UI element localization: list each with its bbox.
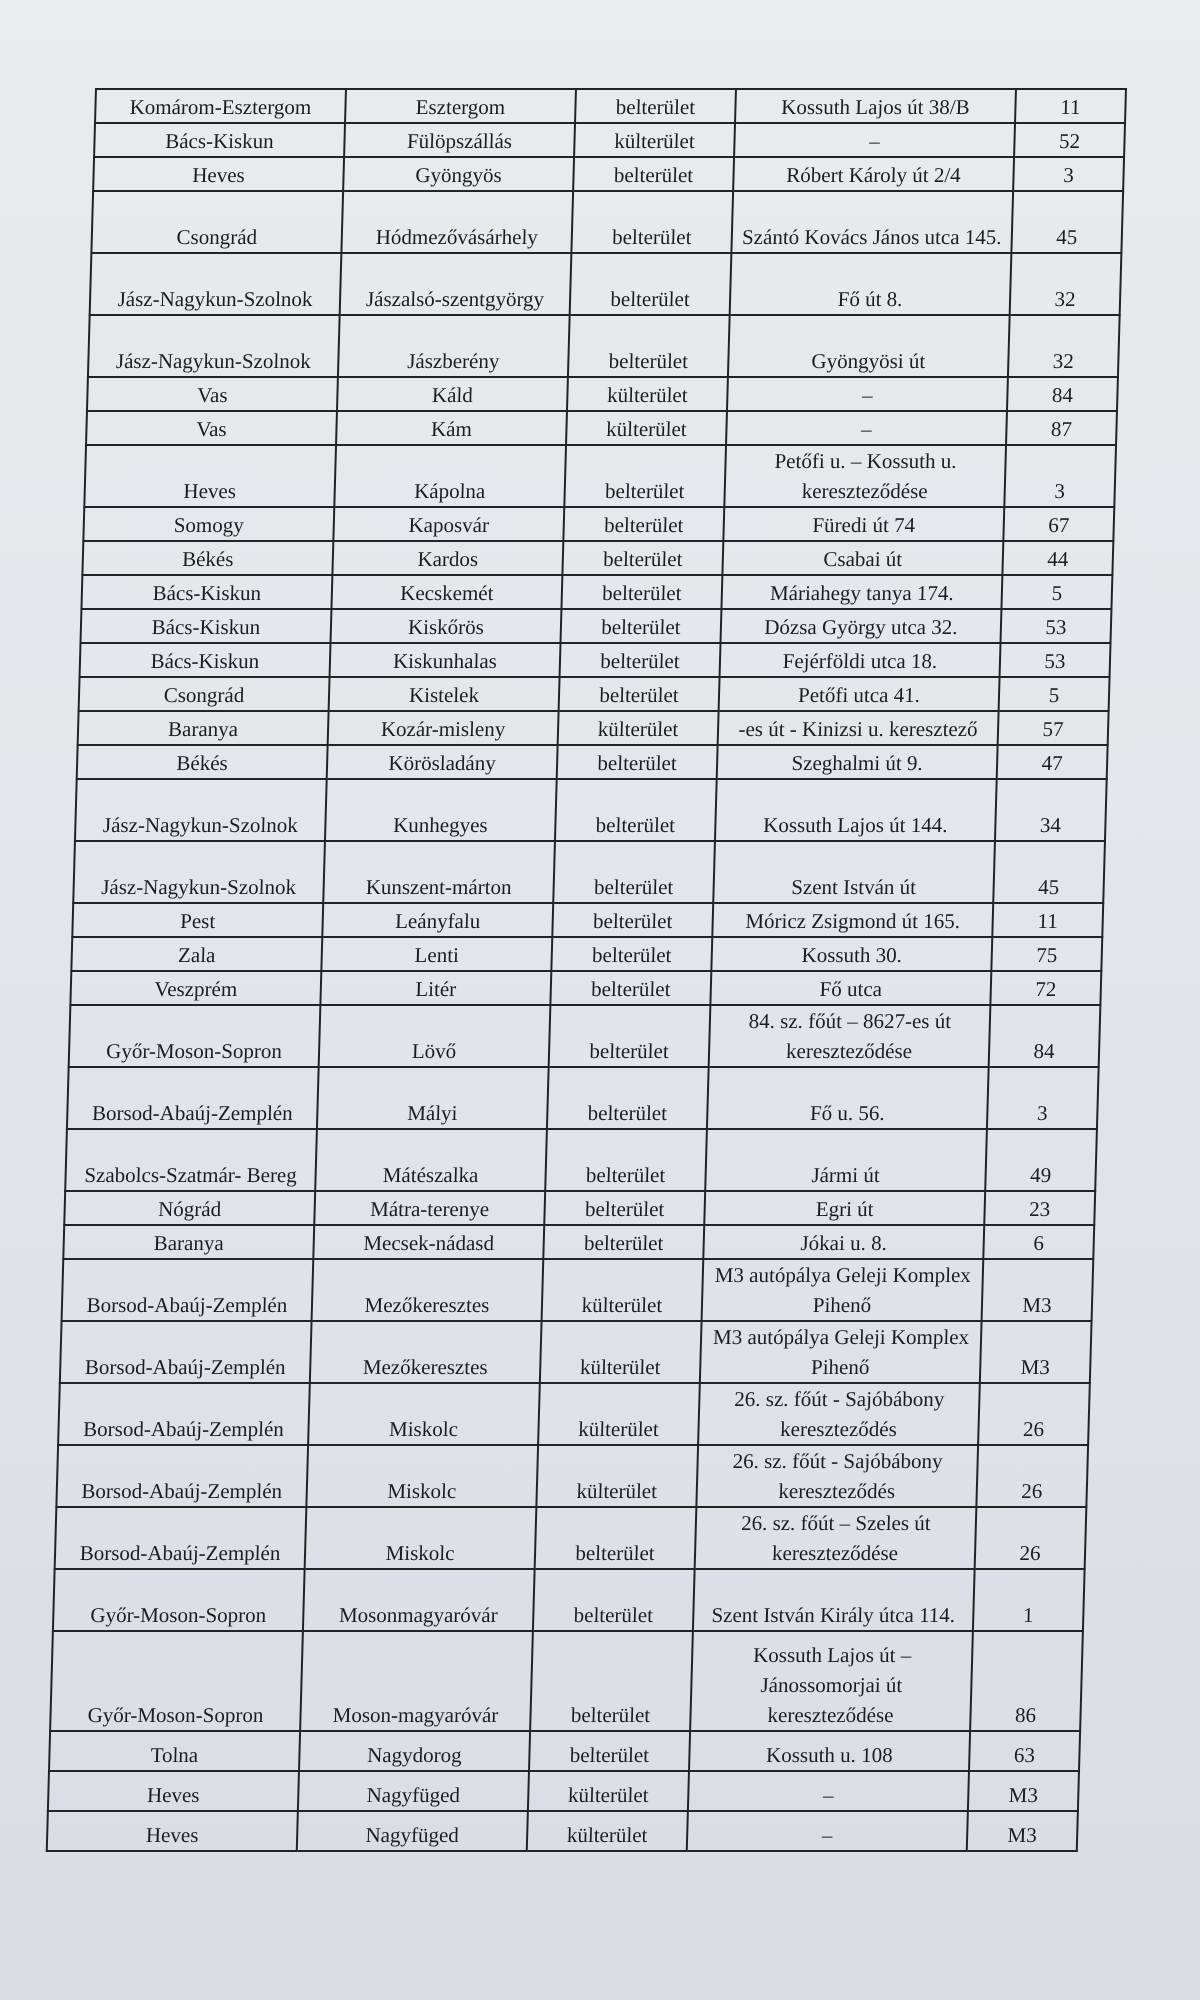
- table-row: [62, 1259, 1094, 1321]
- address-cell: Jókai u. 8.: [703, 1225, 984, 1259]
- table-row: [80, 609, 1111, 643]
- table-row: [65, 1129, 1097, 1191]
- area-cell: külterület: [538, 1383, 700, 1445]
- city-cell: Hódmezővásárhely: [341, 191, 573, 253]
- county-cell: Baranya: [78, 711, 329, 745]
- city-cell: Káld: [337, 377, 568, 411]
- road-number-cell: 72: [990, 971, 1101, 1005]
- city-cell: Mosonmagyaróvár: [303, 1569, 535, 1631]
- address-cell: Fő utca: [710, 971, 991, 1005]
- county-cell: Nógrád: [64, 1191, 315, 1225]
- road-number-cell: 53: [1000, 609, 1111, 643]
- city-cell: Lenti: [321, 937, 552, 971]
- road-number-cell: 45: [1011, 191, 1123, 253]
- table-body: [47, 89, 1126, 1851]
- area-cell: belterület: [553, 841, 715, 903]
- county-cell: Borsod-Abaúj-Zemplén: [55, 1507, 307, 1569]
- county-cell: Borsod-Abaúj-Zemplén: [62, 1259, 314, 1321]
- table-row: [87, 377, 1118, 411]
- county-cell: Bács-Kiskun: [80, 609, 331, 643]
- road-number-cell: 3: [1004, 445, 1116, 507]
- area-cell: belterület: [550, 971, 711, 1005]
- table-row: [47, 1811, 1078, 1851]
- city-cell: Mátészalka: [315, 1129, 547, 1191]
- table-row: [83, 507, 1114, 541]
- address-cell: Móricz Zsigmond út 165.: [712, 903, 993, 937]
- city-cell: Mezőkeresztes: [312, 1259, 544, 1321]
- city-cell: Jászberény: [338, 315, 570, 377]
- road-number-cell: M3: [982, 1259, 1094, 1321]
- area-cell: belterület: [564, 445, 726, 507]
- road-number-cell: 26: [975, 1507, 1087, 1569]
- city-cell: Kardos: [332, 541, 563, 575]
- road-number-cell: 53: [1000, 643, 1111, 677]
- table-row: [93, 157, 1124, 191]
- table-row: [53, 1569, 1085, 1631]
- table-row: [84, 445, 1116, 507]
- county-cell: Győr-Moson-Sopron: [50, 1631, 303, 1731]
- road-number-cell: 3: [987, 1067, 1099, 1129]
- area-cell: belterület: [544, 1191, 705, 1225]
- table-row: [73, 841, 1105, 903]
- road-number-cell: 11: [992, 903, 1103, 937]
- city-cell: Nagyfüged: [297, 1811, 528, 1851]
- address-cell: M3 autópálya Geleji Komplex Pihenő: [700, 1321, 982, 1383]
- address-cell: Róbert Károly út 2/4: [733, 157, 1014, 191]
- city-cell: Esztergom: [345, 89, 576, 123]
- address-cell: Dózsa György utca 32.: [720, 609, 1001, 643]
- county-cell: Komárom-Esztergom: [95, 89, 346, 123]
- area-cell: belterület: [571, 191, 733, 253]
- address-cell: M3 autópálya Geleji Komplex Pihenő: [702, 1259, 984, 1321]
- area-cell: külterület: [527, 1811, 688, 1851]
- area-cell: belterület: [562, 541, 723, 575]
- city-cell: Miskolc: [308, 1383, 540, 1445]
- table-row: [67, 1067, 1099, 1129]
- table-row: [81, 575, 1112, 609]
- city-cell: Kiskőrös: [330, 609, 561, 643]
- road-number-cell: 1: [973, 1569, 1085, 1631]
- address-cell: Szent István Király útca 114.: [693, 1569, 975, 1631]
- area-cell: belterület: [543, 1225, 704, 1259]
- county-cell: Heves: [47, 1811, 298, 1851]
- road-number-cell: 45: [993, 841, 1105, 903]
- county-cell: Zala: [71, 937, 322, 971]
- table-row: [56, 1445, 1088, 1507]
- table-row: [80, 643, 1111, 677]
- county-cell: Vas: [87, 377, 338, 411]
- area-cell: külterület: [574, 123, 735, 157]
- address-cell: Csabai út: [722, 541, 1003, 575]
- city-cell: Kunhegyes: [325, 779, 557, 841]
- table-row: [90, 253, 1122, 315]
- table-row: [82, 541, 1113, 575]
- address-cell: –: [688, 1771, 969, 1811]
- county-cell: Borsod-Abaúj-Zemplén: [58, 1383, 310, 1445]
- city-cell: Litér: [320, 971, 551, 1005]
- area-cell: külterület: [536, 1445, 698, 1507]
- address-cell: –: [726, 411, 1007, 445]
- area-cell: külterület: [566, 411, 727, 445]
- road-number-cell: 11: [1015, 89, 1126, 123]
- area-cell: belterület: [559, 677, 720, 711]
- road-number-cell: 63: [969, 1731, 1080, 1771]
- road-number-cell: 86: [970, 1631, 1083, 1731]
- address-cell: Szeghalmi út 9.: [717, 745, 998, 779]
- address-cell: Füredi út 74: [723, 507, 1004, 541]
- area-cell: külterület: [528, 1771, 689, 1811]
- city-cell: Mátra-terenye: [314, 1191, 545, 1225]
- county-cell: Heves: [93, 157, 344, 191]
- address-cell: Kossuth Lajos út 144.: [715, 779, 997, 841]
- city-cell: Lövő: [319, 1005, 551, 1067]
- county-cell: Győr-Moson-Sopron: [69, 1005, 321, 1067]
- road-number-cell: 87: [1006, 411, 1117, 445]
- road-number-cell: 23: [984, 1191, 1095, 1225]
- table-row: [58, 1383, 1090, 1445]
- area-cell: belterület: [560, 609, 721, 643]
- address-cell: 26. sz. főút – Szeles út kereszteződése: [695, 1507, 977, 1569]
- area-cell: belterület: [545, 1129, 707, 1191]
- address-cell: 26. sz. főút - Sajóbábony kereszteződés: [698, 1383, 980, 1445]
- county-cell: Jász-Nagykun-Szolnok: [75, 779, 327, 841]
- area-cell: belterület: [557, 745, 718, 779]
- county-cell: Békés: [82, 541, 333, 575]
- county-cell: Csongrád: [79, 677, 330, 711]
- table-row: [86, 411, 1117, 445]
- address-cell: 26. sz. főút - Sajóbábony kereszteződés: [696, 1445, 978, 1507]
- table-row: [48, 1771, 1079, 1811]
- area-cell: belterület: [561, 575, 722, 609]
- address-cell: Máriahegy tanya 174.: [721, 575, 1002, 609]
- road-number-cell: 75: [991, 937, 1102, 971]
- city-cell: Kaposvár: [333, 507, 564, 541]
- address-cell: Szántó Kovács János utca 145.: [731, 191, 1013, 253]
- county-cell: Bács-Kiskun: [81, 575, 332, 609]
- county-cell: Szabolcs-Szatmár- Bereg: [65, 1129, 317, 1191]
- road-number-cell: 47: [997, 745, 1108, 779]
- county-cell: Somogy: [83, 507, 334, 541]
- area-cell: belterület: [555, 779, 717, 841]
- city-cell: Kozár-misleny: [328, 711, 559, 745]
- address-cell: Petőfi utca 41.: [719, 677, 1000, 711]
- city-cell: Körösladány: [327, 745, 558, 779]
- table-row: [88, 315, 1120, 377]
- table-row: [95, 89, 1126, 123]
- county-cell: Győr-Moson-Sopron: [53, 1569, 305, 1631]
- road-number-cell: 6: [983, 1225, 1094, 1259]
- city-cell: Kám: [336, 411, 567, 445]
- address-cell: –: [687, 1811, 968, 1851]
- table-row: [71, 937, 1102, 971]
- table-row: [75, 779, 1107, 841]
- table-row: [50, 1631, 1083, 1731]
- county-cell: Jász-Nagykun-Szolnok: [73, 841, 325, 903]
- road-number-cell: 26: [978, 1383, 1090, 1445]
- city-cell: Moson-magyaróvár: [300, 1631, 533, 1731]
- city-cell: Miskolc: [305, 1507, 537, 1569]
- table-row: [70, 971, 1101, 1005]
- address-cell: –: [727, 377, 1008, 411]
- address-cell: Gyöngyösi út: [728, 315, 1010, 377]
- address-cell: Kossuth 30.: [711, 937, 992, 971]
- county-cell: Heves: [48, 1771, 299, 1811]
- area-cell: belterület: [530, 1631, 693, 1731]
- city-cell: Kistelek: [329, 677, 560, 711]
- area-cell: külterület: [540, 1321, 702, 1383]
- road-number-cell: 49: [985, 1129, 1097, 1191]
- city-cell: Leányfalu: [322, 903, 553, 937]
- road-number-cell: 32: [1010, 253, 1122, 315]
- city-cell: Kecskemét: [331, 575, 562, 609]
- city-cell: Miskolc: [306, 1445, 538, 1507]
- county-cell: Borsod-Abaúj-Zemplén: [67, 1067, 319, 1129]
- road-number-cell: 67: [1003, 507, 1114, 541]
- address-cell: Fő u. 56.: [707, 1067, 989, 1129]
- address-cell: Kossuth Lajos út – Jánossomorjai út kereszteződése: [690, 1631, 973, 1731]
- table-row: [72, 903, 1103, 937]
- address-cell: Jármi út: [705, 1129, 987, 1191]
- area-cell: belterület: [551, 937, 712, 971]
- area-cell: belterület: [573, 157, 734, 191]
- table-row: [49, 1731, 1080, 1771]
- address-cell: –: [734, 123, 1015, 157]
- county-cell: Bács-Kiskun: [80, 643, 331, 677]
- county-cell: Heves: [84, 445, 336, 507]
- city-cell: Fülöpszállás: [344, 123, 575, 157]
- road-number-cell: 44: [1002, 541, 1113, 575]
- table-row: [94, 123, 1125, 157]
- station-table: [46, 88, 1127, 1852]
- area-cell: belterület: [563, 507, 724, 541]
- area-cell: belterület: [533, 1569, 695, 1631]
- area-cell: külterület: [542, 1259, 704, 1321]
- area-cell: belterület: [570, 253, 732, 315]
- table-row: [64, 1191, 1095, 1225]
- address-cell: 84. sz. főút – 8627-es út kereszteződése: [709, 1005, 991, 1067]
- area-cell: belterület: [549, 1005, 711, 1067]
- address-cell: Petőfi u. – Kossuth u. kereszteződése: [724, 445, 1006, 507]
- road-number-cell: 3: [1013, 157, 1124, 191]
- area-cell: belterület: [575, 89, 736, 123]
- table-row: [60, 1321, 1092, 1383]
- area-cell: belterület: [568, 315, 730, 377]
- city-cell: Jászalsó-szentgyörgy: [340, 253, 572, 315]
- county-cell: Vas: [86, 411, 337, 445]
- road-number-cell: 32: [1008, 315, 1120, 377]
- county-cell: Jász-Nagykun-Szolnok: [88, 315, 340, 377]
- city-cell: Kápolna: [334, 445, 566, 507]
- area-cell: külterület: [567, 377, 728, 411]
- county-cell: Veszprém: [70, 971, 321, 1005]
- table-row: [79, 677, 1110, 711]
- county-cell: Bács-Kiskun: [94, 123, 345, 157]
- table-row: [77, 745, 1108, 779]
- area-cell: belterület: [529, 1731, 690, 1771]
- address-cell: Szent István út: [713, 841, 995, 903]
- address-cell: Fejérföldi utca 18.: [720, 643, 1001, 677]
- area-cell: külterület: [558, 711, 719, 745]
- county-cell: Baranya: [63, 1225, 314, 1259]
- area-cell: belterület: [560, 643, 721, 677]
- road-number-cell: 34: [995, 779, 1107, 841]
- county-cell: Csongrád: [91, 191, 343, 253]
- city-cell: Gyöngyös: [343, 157, 574, 191]
- address-cell: Kossuth u. 108: [689, 1731, 970, 1771]
- address-cell: Egri út: [704, 1191, 985, 1225]
- address-cell: Fő út 8.: [730, 253, 1012, 315]
- county-cell: Pest: [72, 903, 323, 937]
- road-number-cell: M3: [967, 1811, 1078, 1851]
- county-cell: Békés: [77, 745, 328, 779]
- table-row: [69, 1005, 1101, 1067]
- county-cell: Tolna: [49, 1731, 300, 1771]
- address-cell: -es út - Kinizsi u. keresztező: [718, 711, 999, 745]
- city-cell: Nagyfüged: [298, 1771, 529, 1811]
- road-number-cell: 5: [1001, 575, 1112, 609]
- table-row: [63, 1225, 1094, 1259]
- road-number-cell: 26: [976, 1445, 1088, 1507]
- table-row: [91, 191, 1123, 253]
- area-cell: belterület: [552, 903, 713, 937]
- road-number-cell: 5: [999, 677, 1110, 711]
- table-row: [55, 1507, 1087, 1569]
- city-cell: Nagydorog: [299, 1731, 530, 1771]
- city-cell: Kunszent-márton: [323, 841, 555, 903]
- road-number-cell: 52: [1014, 123, 1125, 157]
- county-cell: Borsod-Abaúj-Zemplén: [60, 1321, 312, 1383]
- road-number-cell: 84: [1007, 377, 1118, 411]
- city-cell: Mecsek-nádasd: [313, 1225, 544, 1259]
- road-number-cell: 57: [998, 711, 1109, 745]
- address-cell: Kossuth Lajos út 38/B: [735, 89, 1016, 123]
- city-cell: Mályi: [317, 1067, 549, 1129]
- road-number-cell: 84: [989, 1005, 1101, 1067]
- area-cell: belterület: [535, 1507, 697, 1569]
- county-cell: Borsod-Abaúj-Zemplén: [56, 1445, 308, 1507]
- road-number-cell: M3: [980, 1321, 1092, 1383]
- road-number-cell: M3: [968, 1771, 1079, 1811]
- county-cell: Jász-Nagykun-Szolnok: [90, 253, 342, 315]
- area-cell: belterület: [547, 1067, 709, 1129]
- city-cell: Mezőkeresztes: [310, 1321, 542, 1383]
- city-cell: Kiskunhalas: [330, 643, 561, 677]
- table-row: [78, 711, 1109, 745]
